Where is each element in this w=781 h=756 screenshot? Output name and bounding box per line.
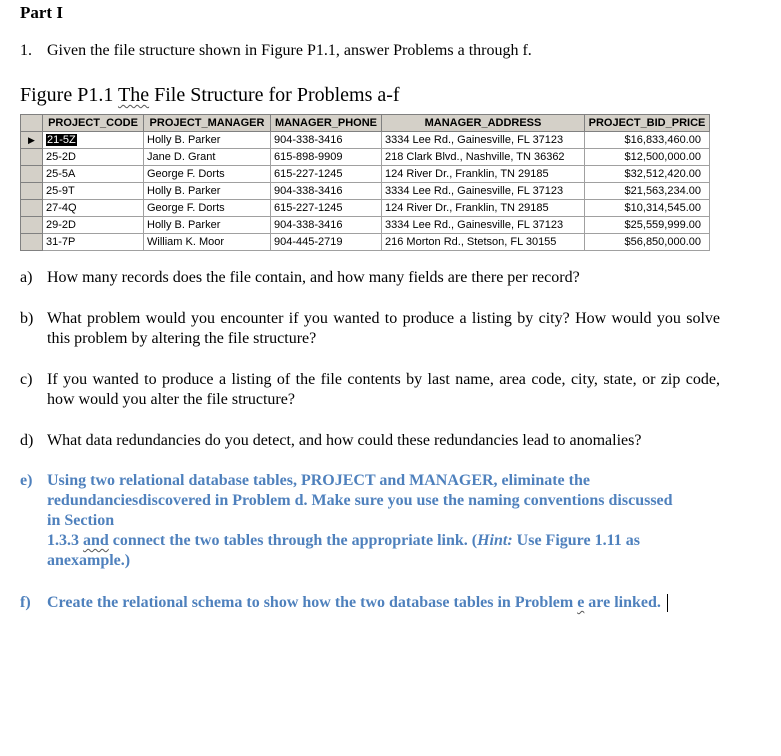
- row-selector[interactable]: [21, 183, 43, 200]
- table-cell[interactable]: William K. Moor: [144, 234, 271, 251]
- column-header[interactable]: MANAGER_PHONE: [271, 115, 382, 132]
- intro-text: Given the file structure shown in Figure P1.1, answer Problems a through f.: [47, 42, 532, 59]
- row-selector[interactable]: [21, 234, 43, 251]
- table-cell[interactable]: Holly B. Parker: [144, 183, 271, 200]
- question-text: If you wanted to produce a listing of the file contents by last name, area code, city, state, or zip code, how would you alter the file structure?: [47, 371, 720, 408]
- question-text: [47, 471, 720, 571]
- table-cell[interactable]: 615-227-1245: [271, 200, 382, 217]
- row-selector[interactable]: [21, 132, 43, 149]
- table-cell[interactable]: 3334 Lee Rd., Gainesville, FL 37123: [382, 183, 585, 200]
- section-number: 1.3.3: [47, 532, 83, 549]
- question-a: [20, 268, 720, 288]
- table-row[interactable]: [21, 183, 710, 200]
- record-pointer-icon: ▶: [28, 134, 35, 145]
- table-cell[interactable]: George F. Dorts: [144, 166, 271, 183]
- table-cell[interactable]: Jane D. Grant: [144, 149, 271, 166]
- question-f: [20, 593, 720, 613]
- table-cell[interactable]: 25-2D: [43, 149, 144, 166]
- table-cell[interactable]: 904-338-3416: [271, 132, 382, 149]
- table-cell[interactable]: [43, 132, 144, 149]
- hint-label: Hint:: [477, 532, 513, 549]
- question-text: What problem would you encounter if you wanted to produce a listing by city? How would you solve this problem by altering the file structure?: [47, 310, 720, 347]
- question-label: c): [20, 371, 33, 388]
- figure-caption-the: The: [117, 84, 150, 106]
- question-label: b): [20, 310, 34, 327]
- table-cell[interactable]: 124 River Dr., Franklin, TN 29185: [382, 200, 585, 217]
- row-selector[interactable]: [21, 149, 43, 166]
- table-header-row: [21, 115, 710, 132]
- table-cell[interactable]: 25-9T: [43, 183, 144, 200]
- table-cell[interactable]: $10,314,545.00: [585, 200, 710, 217]
- question-text: How many records does the file contain, and how many fields are there per record?: [47, 269, 580, 286]
- table-row[interactable]: [21, 149, 710, 166]
- selected-cell-text[interactable]: 21-5Z: [47, 134, 76, 146]
- column-header[interactable]: PROJECT_BID_PRICE: [585, 115, 710, 132]
- question-d: [20, 431, 720, 451]
- file-structure-table: [20, 114, 710, 251]
- table-cell[interactable]: $25,559,999.00: [585, 217, 710, 234]
- question-e-line2: [47, 531, 712, 571]
- column-header[interactable]: MANAGER_ADDRESS: [382, 115, 585, 132]
- table-cell[interactable]: $12,500,000.00: [585, 149, 710, 166]
- table-cell[interactable]: 31-7P: [43, 234, 144, 251]
- table-cell[interactable]: 25-5A: [43, 166, 144, 183]
- part-title: Part I: [20, 3, 63, 22]
- question-label: a): [20, 269, 33, 286]
- table-cell[interactable]: $56,850,000.00: [585, 234, 710, 251]
- row-selector[interactable]: [21, 200, 43, 217]
- question-e-text-b: connect the two tables through the appropriate link. (: [108, 532, 478, 549]
- table-cell[interactable]: 218 Clark Blvd., Nashville, TN 36362: [382, 149, 585, 166]
- question-label: f): [20, 594, 31, 611]
- column-header[interactable]: PROJECT_MANAGER: [144, 115, 271, 132]
- intro-number: 1.: [20, 42, 32, 59]
- question-c: [20, 370, 720, 410]
- table-row[interactable]: [21, 234, 710, 251]
- table-cell[interactable]: 216 Morton Rd., Stetson, FL 30155: [382, 234, 585, 251]
- figure-caption-prefix: Figure P1.1: [20, 84, 118, 106]
- question-text: [47, 593, 687, 613]
- table-cell[interactable]: $16,833,460.00: [585, 132, 710, 149]
- table-row[interactable]: [21, 200, 710, 217]
- row-selector[interactable]: [21, 166, 43, 183]
- table-cell[interactable]: 615-227-1245: [271, 166, 382, 183]
- table-cell[interactable]: Holly B. Parker: [144, 132, 271, 149]
- table-cell[interactable]: 3334 Lee Rd., Gainesville, FL 37123: [382, 217, 585, 234]
- table-cell[interactable]: 904-445-2719: [271, 234, 382, 251]
- table-row[interactable]: [21, 166, 710, 183]
- question-b: [20, 309, 720, 349]
- question-e-line1: Using two relational database tables, PROJECT and MANAGER, eliminate the redundanciesdiscovered in Problem d. Make sure you use the naming conventions discussed in Section: [47, 472, 673, 529]
- figure-caption-rest: File Structure for Problems a-f: [149, 84, 400, 106]
- table-cell[interactable]: 615-898-9909: [271, 149, 382, 166]
- table-cell[interactable]: Holly B. Parker: [144, 217, 271, 234]
- question-f-text-b: are linked.: [584, 594, 661, 611]
- question-e-text-c: Use Figure 1.11 as anexample.): [47, 532, 640, 569]
- row-selector-header: [21, 115, 43, 132]
- table-cell[interactable]: George F. Dorts: [144, 200, 271, 217]
- table-cell[interactable]: $32,512,420.00: [585, 166, 710, 183]
- table-cell[interactable]: 904-338-3416: [271, 183, 382, 200]
- intro-question: [20, 42, 532, 60]
- table-cell[interactable]: $21,563,234.00: [585, 183, 710, 200]
- wavy-and: and: [83, 532, 109, 549]
- column-header[interactable]: PROJECT_CODE: [43, 115, 144, 132]
- question-f-text-a: Create the relational schema to show how the two database tables in Problem: [47, 594, 578, 611]
- figure-caption: [20, 84, 400, 107]
- table-cell[interactable]: 27-4Q: [43, 200, 144, 217]
- question-label: e): [20, 472, 33, 489]
- table-cell[interactable]: 29-2D: [43, 217, 144, 234]
- table-cell[interactable]: 3334 Lee Rd., Gainesville, FL 37123: [382, 132, 585, 149]
- question-label: d): [20, 432, 34, 449]
- text-cursor: [667, 594, 668, 612]
- table-cell[interactable]: 124 River Dr., Franklin, TN 29185: [382, 166, 585, 183]
- question-text: What data redundancies do you detect, and how could these redundancies lead to anomalies?: [47, 432, 642, 449]
- table-cell[interactable]: 904-338-3416: [271, 217, 382, 234]
- table-row[interactable]: [21, 132, 710, 149]
- question-e: [20, 471, 720, 571]
- wavy-e: e: [577, 594, 585, 611]
- table-row[interactable]: [21, 217, 710, 234]
- row-selector[interactable]: [21, 217, 43, 234]
